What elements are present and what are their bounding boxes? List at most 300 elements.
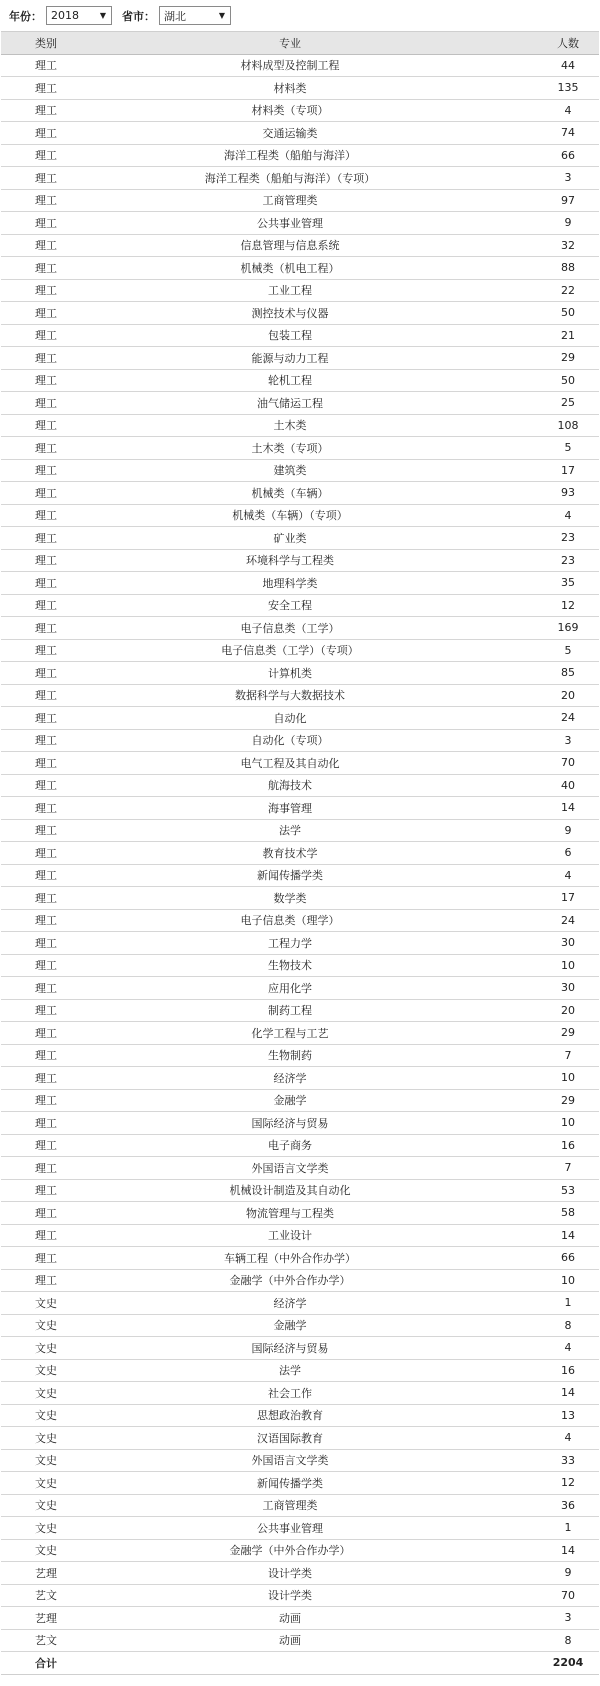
cell-major: 车辆工程（中外合作办学） [53, 1247, 509, 1270]
total-spacer [53, 1652, 509, 1675]
cell-category: 理工 [1, 459, 53, 482]
cell-count: 12 [509, 1472, 599, 1495]
cell-count: 13 [509, 1404, 599, 1427]
cell-category: 理工 [1, 1247, 53, 1270]
cell-category: 理工 [1, 122, 53, 145]
cell-category: 理工 [1, 279, 53, 302]
table-row [1, 707, 599, 730]
cell-category: 文史 [1, 1494, 53, 1517]
cell-major: 应用化学 [53, 977, 509, 1000]
cell-count: 85 [509, 662, 599, 685]
cell-category: 理工 [1, 1134, 53, 1157]
cell-count: 4 [509, 504, 599, 527]
table-row [1, 1224, 599, 1247]
cell-count: 3 [509, 167, 599, 190]
cell-major: 材料成型及控制工程 [53, 54, 509, 77]
cell-major: 轮机工程 [53, 369, 509, 392]
cell-count: 21 [509, 324, 599, 347]
cell-major: 新闻传播学类 [53, 864, 509, 887]
cell-category: 文史 [1, 1359, 53, 1382]
cell-count: 24 [509, 909, 599, 932]
table-row [1, 887, 599, 910]
cell-major: 机械类（车辆） [53, 482, 509, 505]
table-row [1, 1022, 599, 1045]
cell-category: 理工 [1, 167, 53, 190]
cell-major: 公共事业管理 [53, 212, 509, 235]
cell-major: 自动化 [53, 707, 509, 730]
enrollment-table [1, 31, 599, 1675]
cell-category: 理工 [1, 1202, 53, 1225]
cell-count: 44 [509, 54, 599, 77]
cell-major: 汉语国际教育 [53, 1427, 509, 1450]
total-label: 合计 [1, 1652, 53, 1675]
cell-count: 50 [509, 369, 599, 392]
table-row [1, 77, 599, 100]
cell-major: 海事管理 [53, 797, 509, 820]
cell-count: 16 [509, 1134, 599, 1157]
cell-major: 工程力学 [53, 932, 509, 955]
cell-major: 公共事业管理 [53, 1517, 509, 1540]
cell-major: 信息管理与信息系统 [53, 234, 509, 257]
province-label-text: 省市 [122, 9, 144, 23]
table-row [1, 1607, 599, 1630]
table-row [1, 1314, 599, 1337]
cell-category: 艺文 [1, 1629, 53, 1652]
cell-major: 工商管理类 [53, 189, 509, 212]
table-row [1, 1089, 599, 1112]
table-row [1, 549, 599, 572]
cell-major: 材料类（专项） [53, 99, 509, 122]
cell-category: 理工 [1, 707, 53, 730]
table-row [1, 1472, 599, 1495]
cell-major: 电子信息类（工学） [53, 617, 509, 640]
table-row [1, 324, 599, 347]
cell-major: 设计学类 [53, 1584, 509, 1607]
cell-major: 教育技术学 [53, 842, 509, 865]
cell-count: 8 [509, 1629, 599, 1652]
cell-category: 理工 [1, 504, 53, 527]
cell-count: 7 [509, 1044, 599, 1067]
cell-count: 16 [509, 1359, 599, 1382]
table-row [1, 279, 599, 302]
cell-major: 工业设计 [53, 1224, 509, 1247]
cell-count: 93 [509, 482, 599, 505]
cell-category: 理工 [1, 144, 53, 167]
table-row [1, 1202, 599, 1225]
cell-count: 5 [509, 639, 599, 662]
cell-category: 理工 [1, 954, 53, 977]
cell-major: 社会工作 [53, 1382, 509, 1405]
cell-major: 安全工程 [53, 594, 509, 617]
cell-count: 23 [509, 549, 599, 572]
year-select-value: 2018 [51, 9, 79, 22]
table-row [1, 527, 599, 550]
table-row [1, 932, 599, 955]
cell-major: 设计学类 [53, 1562, 509, 1585]
table-row [1, 977, 599, 1000]
table-row [1, 1382, 599, 1405]
cell-category: 理工 [1, 842, 53, 865]
cell-major: 金融学 [53, 1314, 509, 1337]
cell-major: 航海技术 [53, 774, 509, 797]
table-row [1, 482, 599, 505]
cell-major: 化学工程与工艺 [53, 1022, 509, 1045]
table-header-row [1, 32, 599, 55]
cell-major: 能源与动力工程 [53, 347, 509, 370]
table-row [1, 122, 599, 145]
cell-category: 理工 [1, 189, 53, 212]
table-row [1, 302, 599, 325]
cell-category: 文史 [1, 1449, 53, 1472]
table-row [1, 1044, 599, 1067]
table-row [1, 1629, 599, 1652]
chevron-down-icon: ▼ [218, 11, 225, 20]
cell-category: 理工 [1, 977, 53, 1000]
cell-category: 文史 [1, 1427, 53, 1450]
cell-count: 25 [509, 392, 599, 415]
cell-major: 生物技术 [53, 954, 509, 977]
cell-category: 理工 [1, 729, 53, 752]
province-label-colon: ： [144, 9, 155, 23]
cell-count: 29 [509, 1022, 599, 1045]
table-row [1, 459, 599, 482]
total-row [1, 1652, 599, 1675]
cell-category: 理工 [1, 437, 53, 460]
table-row [1, 752, 599, 775]
cell-category: 文史 [1, 1404, 53, 1427]
table-row [1, 774, 599, 797]
cell-category: 理工 [1, 932, 53, 955]
year-label-text: 年份 [9, 9, 31, 23]
cell-category: 文史 [1, 1539, 53, 1562]
cell-count: 3 [509, 729, 599, 752]
cell-count: 36 [509, 1494, 599, 1517]
table-row [1, 842, 599, 865]
cell-category: 文史 [1, 1382, 53, 1405]
table-row [1, 347, 599, 370]
cell-category: 理工 [1, 234, 53, 257]
cell-count: 29 [509, 1089, 599, 1112]
cell-major: 地理科学类 [53, 572, 509, 595]
table-row [1, 639, 599, 662]
table-row [1, 662, 599, 685]
cell-major: 外国语言文学类 [53, 1449, 509, 1472]
province-select[interactable] [159, 6, 231, 25]
cell-count: 88 [509, 257, 599, 280]
cell-major: 测控技术与仪器 [53, 302, 509, 325]
year-select[interactable] [46, 6, 112, 25]
cell-category: 艺理 [1, 1607, 53, 1630]
cell-count: 74 [509, 122, 599, 145]
cell-category: 理工 [1, 684, 53, 707]
cell-count: 97 [509, 189, 599, 212]
cell-major: 油气储运工程 [53, 392, 509, 415]
cell-major: 材料类 [53, 77, 509, 100]
cell-count: 14 [509, 797, 599, 820]
cell-count: 108 [509, 414, 599, 437]
cell-major: 生物制药 [53, 1044, 509, 1067]
table-row [1, 99, 599, 122]
cell-major: 包装工程 [53, 324, 509, 347]
cell-category: 文史 [1, 1292, 53, 1315]
cell-count: 53 [509, 1179, 599, 1202]
cell-category: 理工 [1, 1067, 53, 1090]
table-row [1, 54, 599, 77]
cell-major: 交通运输类 [53, 122, 509, 145]
table-row [1, 1494, 599, 1517]
cell-category: 理工 [1, 257, 53, 280]
cell-count: 10 [509, 1269, 599, 1292]
cell-count: 20 [509, 684, 599, 707]
cell-count: 9 [509, 212, 599, 235]
cell-count: 5 [509, 437, 599, 460]
cell-major: 数据科学与大数据技术 [53, 684, 509, 707]
cell-category: 理工 [1, 99, 53, 122]
cell-category: 文史 [1, 1337, 53, 1360]
cell-category: 理工 [1, 864, 53, 887]
table-row [1, 1112, 599, 1135]
cell-category: 理工 [1, 414, 53, 437]
cell-count: 135 [509, 77, 599, 100]
table-row [1, 437, 599, 460]
cell-category: 理工 [1, 909, 53, 932]
cell-category: 理工 [1, 324, 53, 347]
cell-major: 电子信息类（理学） [53, 909, 509, 932]
cell-count: 24 [509, 707, 599, 730]
cell-category: 理工 [1, 212, 53, 235]
table-row [1, 414, 599, 437]
cell-category: 理工 [1, 1089, 53, 1112]
table-row [1, 369, 599, 392]
cell-category: 理工 [1, 1157, 53, 1180]
cell-count: 35 [509, 572, 599, 595]
table-row [1, 864, 599, 887]
table-row [1, 212, 599, 235]
cell-major: 经济学 [53, 1292, 509, 1315]
cell-count: 8 [509, 1314, 599, 1337]
table-row [1, 1404, 599, 1427]
cell-category: 文史 [1, 1314, 53, 1337]
cell-count: 9 [509, 819, 599, 842]
cell-category: 理工 [1, 572, 53, 595]
cell-category: 理工 [1, 54, 53, 77]
cell-major: 海洋工程类（船舶与海洋） [53, 144, 509, 167]
cell-count: 1 [509, 1517, 599, 1540]
cell-count: 17 [509, 887, 599, 910]
table-row [1, 1179, 599, 1202]
cell-count: 14 [509, 1539, 599, 1562]
header-count: 人数 [509, 32, 599, 55]
cell-count: 32 [509, 234, 599, 257]
cell-category: 理工 [1, 1044, 53, 1067]
table-row [1, 1067, 599, 1090]
cell-major: 计算机类 [53, 662, 509, 685]
cell-major: 土木类 [53, 414, 509, 437]
cell-count: 70 [509, 1584, 599, 1607]
cell-major: 土木类（专项） [53, 437, 509, 460]
cell-category: 理工 [1, 774, 53, 797]
cell-major: 新闻传播学类 [53, 1472, 509, 1495]
table-row [1, 144, 599, 167]
cell-major: 工业工程 [53, 279, 509, 302]
table-row [1, 572, 599, 595]
table-row [1, 999, 599, 1022]
year-label [9, 8, 42, 24]
cell-category: 理工 [1, 617, 53, 640]
cell-major: 电气工程及其自动化 [53, 752, 509, 775]
cell-count: 50 [509, 302, 599, 325]
table-row [1, 392, 599, 415]
table-row [1, 1562, 599, 1585]
chevron-down-icon: ▼ [99, 11, 106, 20]
cell-count: 66 [509, 144, 599, 167]
table-row [1, 1134, 599, 1157]
table-row [1, 1157, 599, 1180]
table-row [1, 954, 599, 977]
cell-count: 7 [509, 1157, 599, 1180]
cell-major: 机械设计制造及其自动化 [53, 1179, 509, 1202]
cell-count: 58 [509, 1202, 599, 1225]
cell-count: 10 [509, 1067, 599, 1090]
cell-count: 12 [509, 594, 599, 617]
cell-category: 理工 [1, 662, 53, 685]
cell-category: 理工 [1, 392, 53, 415]
table-row [1, 167, 599, 190]
table-row [1, 504, 599, 527]
province-label [122, 8, 155, 24]
cell-category: 理工 [1, 1269, 53, 1292]
cell-category: 理工 [1, 639, 53, 662]
cell-count: 29 [509, 347, 599, 370]
table-row [1, 819, 599, 842]
table-row [1, 189, 599, 212]
filter-bar [0, 0, 600, 31]
cell-category: 理工 [1, 887, 53, 910]
cell-major: 建筑类 [53, 459, 509, 482]
cell-count: 14 [509, 1382, 599, 1405]
cell-count: 17 [509, 459, 599, 482]
cell-major: 思想政治教育 [53, 1404, 509, 1427]
cell-count: 4 [509, 99, 599, 122]
table-row [1, 1449, 599, 1472]
cell-count: 66 [509, 1247, 599, 1270]
cell-category: 理工 [1, 347, 53, 370]
cell-major: 动画 [53, 1607, 509, 1630]
table-row [1, 684, 599, 707]
cell-count: 4 [509, 1337, 599, 1360]
cell-category: 文史 [1, 1517, 53, 1540]
cell-major: 金融学（中外合作办学） [53, 1269, 509, 1292]
cell-count: 3 [509, 1607, 599, 1630]
cell-count: 14 [509, 1224, 599, 1247]
cell-major: 电子商务 [53, 1134, 509, 1157]
table-row [1, 594, 599, 617]
cell-count: 40 [509, 774, 599, 797]
cell-category: 理工 [1, 482, 53, 505]
table-row [1, 1427, 599, 1450]
cell-category: 理工 [1, 77, 53, 100]
cell-count: 23 [509, 527, 599, 550]
cell-category: 艺文 [1, 1584, 53, 1607]
year-label-colon: ： [31, 9, 42, 23]
header-major: 专业 [53, 32, 509, 55]
cell-count: 10 [509, 954, 599, 977]
cell-major: 环境科学与工程类 [53, 549, 509, 572]
cell-count: 4 [509, 864, 599, 887]
table-row [1, 909, 599, 932]
table-row [1, 1539, 599, 1562]
cell-category: 文史 [1, 1472, 53, 1495]
cell-count: 30 [509, 977, 599, 1000]
cell-major: 金融学 [53, 1089, 509, 1112]
cell-count: 70 [509, 752, 599, 775]
cell-count: 1 [509, 1292, 599, 1315]
cell-category: 艺理 [1, 1562, 53, 1585]
cell-major: 自动化（专项） [53, 729, 509, 752]
cell-major: 法学 [53, 819, 509, 842]
cell-count: 22 [509, 279, 599, 302]
cell-major: 经济学 [53, 1067, 509, 1090]
cell-category: 理工 [1, 1224, 53, 1247]
cell-count: 4 [509, 1427, 599, 1450]
table-row [1, 1337, 599, 1360]
cell-category: 理工 [1, 797, 53, 820]
cell-count: 20 [509, 999, 599, 1022]
header-category: 类别 [1, 32, 53, 55]
table-row [1, 1584, 599, 1607]
cell-category: 理工 [1, 752, 53, 775]
table-row [1, 729, 599, 752]
cell-count: 6 [509, 842, 599, 865]
cell-category: 理工 [1, 594, 53, 617]
cell-major: 动画 [53, 1629, 509, 1652]
cell-major: 矿业类 [53, 527, 509, 550]
table-body [1, 54, 599, 1652]
cell-category: 理工 [1, 819, 53, 842]
cell-count: 9 [509, 1562, 599, 1585]
table-row [1, 797, 599, 820]
table-row [1, 617, 599, 640]
cell-major: 机械类（机电工程） [53, 257, 509, 280]
cell-category: 理工 [1, 369, 53, 392]
table-row [1, 1359, 599, 1382]
cell-category: 理工 [1, 527, 53, 550]
table-row [1, 234, 599, 257]
cell-major: 外国语言文学类 [53, 1157, 509, 1180]
cell-major: 国际经济与贸易 [53, 1337, 509, 1360]
cell-major: 制药工程 [53, 999, 509, 1022]
cell-category: 理工 [1, 999, 53, 1022]
cell-major: 数学类 [53, 887, 509, 910]
table-row [1, 1292, 599, 1315]
cell-major: 法学 [53, 1359, 509, 1382]
province-select-value: 湖北 [164, 9, 186, 23]
cell-count: 33 [509, 1449, 599, 1472]
cell-category: 理工 [1, 1179, 53, 1202]
cell-major: 国际经济与贸易 [53, 1112, 509, 1135]
table-row [1, 257, 599, 280]
table-row [1, 1517, 599, 1540]
cell-major: 工商管理类 [53, 1494, 509, 1517]
cell-major: 海洋工程类（船舶与海洋）（专项） [53, 167, 509, 190]
cell-category: 理工 [1, 1022, 53, 1045]
cell-major: 物流管理与工程类 [53, 1202, 509, 1225]
table-row [1, 1269, 599, 1292]
cell-major: 机械类（车辆）（专项） [53, 504, 509, 527]
cell-count: 30 [509, 932, 599, 955]
cell-category: 理工 [1, 302, 53, 325]
cell-count: 169 [509, 617, 599, 640]
